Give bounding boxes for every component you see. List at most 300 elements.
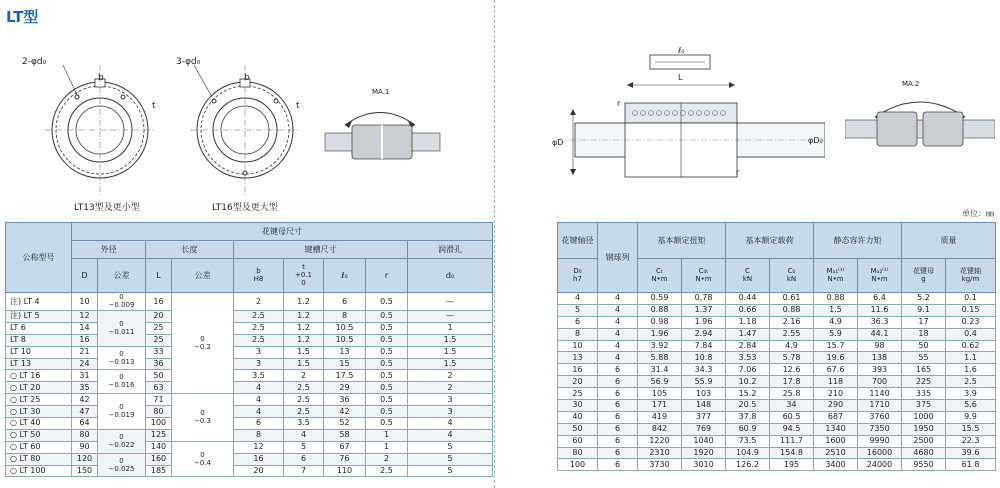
- table-cell: 24000: [858, 459, 902, 471]
- model-cell: ○ LT 50: [6, 429, 72, 441]
- table-cell: 154.8: [770, 447, 814, 459]
- model-cell: 注) LT 5: [6, 311, 72, 323]
- col-keyway: 键槽尺寸: [234, 241, 408, 259]
- table-cell: 6: [598, 388, 638, 400]
- table-cell: 5.6: [946, 400, 996, 412]
- table-cell: 1.6: [946, 364, 996, 376]
- table-cell: 5.78: [770, 352, 814, 364]
- tol-bot: −0.011: [108, 327, 135, 336]
- table-cell: 19.6: [814, 352, 858, 364]
- table-cell: 63: [146, 382, 172, 394]
- table-cell: 4: [598, 340, 638, 352]
- table-cell: 1140: [858, 388, 902, 400]
- tol-bot: −0.009: [108, 301, 135, 309]
- col-shaft-mass: [946, 259, 996, 293]
- col-MA2: [858, 259, 902, 293]
- table-cell: 3010: [682, 459, 726, 471]
- tol-bot: −0.022: [108, 440, 135, 449]
- table-cell: 1.2: [284, 322, 324, 334]
- table-cell: 842: [638, 423, 682, 435]
- table-cell: 1.96: [682, 316, 726, 328]
- col-l0: ℓ₀: [324, 259, 366, 293]
- table-cell: 2.5: [366, 465, 408, 477]
- table-cell: 56.9: [638, 376, 682, 388]
- table-cell: 29: [324, 382, 366, 394]
- table-cell: 2.55: [770, 328, 814, 340]
- table-cell: 2.5: [284, 406, 324, 418]
- table-cell: 4: [598, 352, 638, 364]
- table-cell: 2: [284, 370, 324, 382]
- col-D: D: [72, 259, 98, 293]
- table-cell: 4.9: [770, 340, 814, 352]
- col-shaft-dia: 花键轴径: [558, 223, 598, 259]
- table-cell: 769: [682, 423, 726, 435]
- table-cell: 3: [234, 358, 284, 370]
- col-b-label: b: [256, 267, 261, 275]
- table-cell: 0.59: [638, 293, 682, 305]
- table-cell: 185: [146, 465, 172, 477]
- table-cell: 1040: [682, 435, 726, 447]
- table-cell: 10.5: [324, 334, 366, 346]
- table-cell: 110: [324, 465, 366, 477]
- keyway-t-label-small: t: [152, 101, 156, 111]
- table-cell: 37.8: [726, 411, 770, 423]
- tolerance-cell: [98, 346, 146, 370]
- table-row: [558, 447, 996, 459]
- table-cell: 5: [408, 465, 493, 477]
- table-cell: 25.8: [770, 388, 814, 400]
- col-spline-nut-dims: 花键母尺寸: [72, 223, 493, 241]
- table-cell: 2.5: [284, 382, 324, 394]
- table-cell: 1.5: [814, 304, 858, 316]
- table-cell: 9990: [858, 435, 902, 447]
- table-cell: 36: [146, 358, 172, 370]
- table-row: [6, 322, 493, 334]
- table-cell: 8: [324, 311, 366, 323]
- table-cell: 17.5: [324, 370, 366, 382]
- table-cell: 105: [638, 388, 682, 400]
- col-shaft-unit: kg/m: [961, 275, 980, 283]
- table-cell: 3760: [858, 411, 902, 423]
- table-cell: 138: [858, 352, 902, 364]
- table-cell: 8: [234, 429, 284, 441]
- table-cell: 12.6: [770, 364, 814, 376]
- model-cell: LT 6: [6, 322, 72, 334]
- col-ball-rows: 钢球列: [598, 223, 638, 293]
- table-row: [558, 411, 996, 423]
- table-cell: 0.5: [366, 358, 408, 370]
- tolerance-cell: [172, 394, 234, 442]
- col-nut-mass: [902, 259, 946, 293]
- table-cell: 0.44: [726, 293, 770, 305]
- table-row: [6, 465, 493, 477]
- table-cell: 7: [284, 465, 324, 477]
- table-cell: 80: [146, 406, 172, 418]
- table-cell: 6: [598, 459, 638, 471]
- table-cell: 687: [814, 411, 858, 423]
- page-divider: [494, 0, 495, 488]
- col-static-moment: 静态容许力矩: [814, 223, 902, 259]
- table-cell: 0.23: [946, 316, 996, 328]
- model-cell: ○ LT 25: [6, 394, 72, 406]
- table-cell: 0.5: [366, 406, 408, 418]
- col-load: 基本额定载荷: [726, 223, 814, 259]
- table-cell: 4: [558, 293, 598, 305]
- model-cell: ○ LT 60: [6, 441, 72, 453]
- table-cell: 2: [366, 453, 408, 465]
- table-cell: 225: [902, 376, 946, 388]
- table-cell: 21: [72, 346, 98, 358]
- table-cell: 9550: [902, 459, 946, 471]
- table-cell: 80: [558, 447, 598, 459]
- col-Dr-label: D₀: [573, 267, 582, 275]
- table-cell: 0.5: [366, 370, 408, 382]
- col-shaft-label: 花键轴: [960, 267, 981, 275]
- col-t: [284, 259, 324, 293]
- table-row: [558, 328, 996, 340]
- tol-top: 0: [119, 319, 124, 328]
- table-cell: 0.5: [366, 311, 408, 323]
- table-cell: 13: [324, 346, 366, 358]
- col-d0: d₀: [408, 259, 493, 293]
- table-cell: 1: [408, 322, 493, 334]
- table-cell: 14: [72, 322, 98, 334]
- table-cell: 104.9: [726, 447, 770, 459]
- col-nut-unit: g: [921, 275, 926, 283]
- table-cell: 0.4: [946, 328, 996, 340]
- table-cell: 20.5: [726, 400, 770, 412]
- table-cell: 165: [902, 364, 946, 376]
- table-cell: 4680: [902, 447, 946, 459]
- model-cell: ○ LT 100: [6, 465, 72, 477]
- table-cell: 42: [324, 406, 366, 418]
- table-cell: 6.4: [858, 293, 902, 305]
- table-cell: 4: [284, 429, 324, 441]
- table-row: [558, 316, 996, 328]
- table-cell: 67.6: [814, 364, 858, 376]
- moment-a2-drawing: [845, 92, 995, 172]
- table-cell: 25: [146, 322, 172, 334]
- col-COT: [682, 259, 726, 293]
- table-cell: 12: [234, 441, 284, 453]
- table-cell: 3.9: [946, 388, 996, 400]
- table-cell: 76: [324, 453, 366, 465]
- table-cell: 2.5: [234, 322, 284, 334]
- model-cell: LT 8: [6, 334, 72, 346]
- left-spec-table: [5, 222, 493, 477]
- unit-label: 单位：㎜: [962, 209, 994, 218]
- table-cell: 700: [858, 376, 902, 388]
- assembly-drawing: [555, 45, 825, 185]
- table-cell: 94.5: [770, 423, 814, 435]
- table-cell: 44.1: [858, 328, 902, 340]
- tol-bot: −0.025: [108, 464, 135, 473]
- col-MA2-label: Mₐ₂⁽¹⁾: [870, 267, 889, 275]
- right-table-body: [558, 293, 996, 471]
- table-cell: 3.53: [726, 352, 770, 364]
- dim-D-label: φD: [552, 138, 564, 147]
- table-cell: 3.5: [234, 370, 284, 382]
- tol-bot: −0.016: [108, 381, 135, 390]
- table-cell: 2.94: [682, 328, 726, 340]
- col-b-sub: H8: [253, 275, 264, 283]
- table-cell: 1.37: [682, 304, 726, 316]
- table-cell: 60.9: [726, 423, 770, 435]
- table-cell: 3: [234, 346, 284, 358]
- col-b: [234, 259, 284, 293]
- table-cell: 0.5: [366, 346, 408, 358]
- table-cell: 0.66: [726, 304, 770, 316]
- table-cell: 10.2: [726, 376, 770, 388]
- table-cell: 2510: [814, 447, 858, 459]
- table-cell: 6: [598, 376, 638, 388]
- tolerance-cell: [98, 429, 146, 453]
- dim-D0-label: φD₀: [808, 136, 823, 145]
- table-cell: 20: [146, 311, 172, 323]
- table-cell: 9.1: [902, 304, 946, 316]
- table-cell: 0.5: [366, 322, 408, 334]
- table-cell: 16: [234, 453, 284, 465]
- table-cell: 50: [558, 423, 598, 435]
- col-mass: 质量: [902, 223, 996, 259]
- table-cell: 0.15: [946, 304, 996, 316]
- table-cell: 0.5: [366, 382, 408, 394]
- table-cell: 1.2: [284, 293, 324, 311]
- table-cell: 120: [72, 453, 98, 465]
- table-cell: 16: [72, 334, 98, 346]
- table-cell: —: [408, 311, 493, 323]
- table-cell: 3.5: [284, 418, 324, 430]
- table-cell: 7350: [858, 423, 902, 435]
- table-cell: 22.3: [946, 435, 996, 447]
- table-cell: 2500: [902, 435, 946, 447]
- table-cell: 195: [770, 459, 814, 471]
- col-COT-unit: N•m: [695, 275, 712, 283]
- table-cell: 1220: [638, 435, 682, 447]
- table-cell: 290: [814, 400, 858, 412]
- col-t-tol-top: +0.1: [295, 271, 312, 279]
- table-cell: 30: [558, 400, 598, 412]
- table-cell: 33: [146, 346, 172, 358]
- col-CT: [638, 259, 682, 293]
- table-cell: 1.96: [638, 328, 682, 340]
- table-cell: 0.88: [814, 293, 858, 305]
- tol-top: 0: [200, 450, 205, 459]
- table-cell: 34.3: [682, 364, 726, 376]
- table-row: [6, 346, 493, 358]
- large-type-caption: LT16型及更大型: [212, 203, 278, 213]
- table-cell: 111.7: [770, 435, 814, 447]
- table-cell: 171: [638, 400, 682, 412]
- table-cell: 60.5: [770, 411, 814, 423]
- table-cell: 8: [558, 328, 598, 340]
- table-cell: 40: [558, 411, 598, 423]
- col-MA1-unit: N•m: [827, 275, 844, 283]
- table-cell: 36: [324, 394, 366, 406]
- table-cell: 4: [598, 304, 638, 316]
- tolerance-cell: [98, 370, 146, 394]
- table-row: [558, 459, 996, 471]
- tolerance-cell: [98, 453, 146, 477]
- table-cell: 0.78: [682, 293, 726, 305]
- table-cell: 10.8: [682, 352, 726, 364]
- tol-bot: −0.013: [108, 357, 135, 366]
- table-cell: 5: [558, 304, 598, 316]
- table-cell: 4: [598, 328, 638, 340]
- table-cell: 3.92: [638, 340, 682, 352]
- table-cell: 0.98: [638, 316, 682, 328]
- table-cell: 5.9: [814, 328, 858, 340]
- col-r: r: [366, 259, 408, 293]
- table-cell: 0.5: [366, 334, 408, 346]
- table-cell: 9.9: [946, 411, 996, 423]
- table-cell: 25: [558, 388, 598, 400]
- small-type-caption: LT13型及更小型: [74, 203, 140, 213]
- table-cell: 16: [146, 293, 172, 311]
- left-table-body: [6, 293, 493, 477]
- table-cell: 17: [902, 316, 946, 328]
- table-row: [6, 418, 493, 430]
- table-cell: 148: [682, 400, 726, 412]
- table-cell: 71: [146, 394, 172, 406]
- table-row: [6, 394, 493, 406]
- table-cell: 10: [72, 293, 98, 311]
- model-cell: ○ LT 30: [6, 406, 72, 418]
- table-cell: 1920: [682, 447, 726, 459]
- col-C0: [770, 259, 814, 293]
- table-cell: 1.2: [284, 311, 324, 323]
- table-row: [558, 435, 996, 447]
- table-cell: 125: [146, 429, 172, 441]
- table-cell: 20: [234, 465, 284, 477]
- table-cell: 0.88: [638, 304, 682, 316]
- table-cell: 16000: [858, 447, 902, 459]
- table-cell: 6: [598, 447, 638, 459]
- tolerance-cell: [172, 293, 234, 394]
- table-cell: 1.18: [726, 316, 770, 328]
- table-cell: 1.1: [946, 352, 996, 364]
- table-cell: 3400: [814, 459, 858, 471]
- model-cell: LT 10: [6, 346, 72, 358]
- col-MA1-label: Mₐ₁⁽¹⁾: [826, 267, 845, 275]
- holes-large-label: 3-φd₀: [176, 57, 201, 67]
- table-cell: 100: [146, 418, 172, 430]
- table-cell: 2.5: [234, 334, 284, 346]
- table-cell: 6: [324, 293, 366, 311]
- table-cell: 1.47: [726, 328, 770, 340]
- table-cell: 3: [408, 406, 493, 418]
- table-cell: 2.5: [284, 394, 324, 406]
- tolerance-cell: [98, 394, 146, 430]
- table-cell: 1.5: [408, 346, 493, 358]
- table-cell: 17.8: [770, 376, 814, 388]
- table-cell: 5.88: [638, 352, 682, 364]
- table-cell: 1.2: [284, 334, 324, 346]
- dim-l0-label: ℓ₀: [678, 46, 685, 55]
- table-cell: 50: [902, 340, 946, 352]
- table-row: [6, 441, 493, 453]
- model-cell: ○ LT 40: [6, 418, 72, 430]
- table-cell: 7.06: [726, 364, 770, 376]
- table-cell: 6: [558, 316, 598, 328]
- table-cell: 4: [598, 316, 638, 328]
- table-cell: 0.5: [366, 418, 408, 430]
- table-cell: 58: [324, 429, 366, 441]
- table-row: [6, 382, 493, 394]
- tolerance-cell: [98, 293, 146, 311]
- table-cell: 13: [558, 352, 598, 364]
- table-cell: 2.84: [726, 340, 770, 352]
- model-cell: ○ LT 20: [6, 382, 72, 394]
- keyway-b-label-small: b: [98, 73, 104, 83]
- table-cell: 34: [770, 400, 814, 412]
- table-cell: 140: [146, 441, 172, 453]
- tol-top: 0: [119, 373, 124, 382]
- col-lube-hole: 润滑孔: [408, 241, 493, 259]
- dim-r-label-bottom: r: [736, 168, 740, 177]
- col-model: 公称型号: [6, 223, 72, 293]
- table-cell: 6: [598, 423, 638, 435]
- table-cell: 2.5: [946, 376, 996, 388]
- table-cell: 160: [146, 453, 172, 465]
- table-cell: 6: [598, 400, 638, 412]
- table-cell: 2.16: [770, 316, 814, 328]
- table-cell: 18: [902, 328, 946, 340]
- col-C0-label: C₀: [787, 267, 796, 275]
- table-cell: 210: [814, 388, 858, 400]
- table-cell: 5: [408, 441, 493, 453]
- table-cell: 64: [72, 418, 98, 430]
- table-cell: 4: [234, 382, 284, 394]
- table-cell: 1.5: [284, 358, 324, 370]
- tol-bot: −0.4: [194, 458, 211, 467]
- table-cell: 1950: [902, 423, 946, 435]
- table-cell: 11.6: [858, 304, 902, 316]
- keyway-t-label-large: t: [296, 101, 300, 111]
- table-row: [6, 406, 493, 418]
- col-C-label: C: [745, 267, 750, 275]
- tol-bot: −0.019: [108, 411, 135, 420]
- table-cell: 4: [598, 293, 638, 305]
- table-cell: 4: [234, 394, 284, 406]
- table-cell: —: [408, 293, 493, 311]
- tol-top: 0: [119, 293, 124, 301]
- table-row: [6, 293, 493, 311]
- col-C: [726, 259, 770, 293]
- col-C-unit: kN: [742, 275, 753, 283]
- col-L: L: [146, 259, 172, 293]
- col-C0-unit: kN: [786, 275, 797, 283]
- moment-a1-drawing: [320, 95, 445, 185]
- col-CT-unit: N•m: [651, 275, 668, 283]
- table-cell: 1.5: [284, 346, 324, 358]
- table-row: [558, 304, 996, 316]
- table-cell: 80: [72, 429, 98, 441]
- table-cell: 1: [366, 429, 408, 441]
- col-L-tol: 公差: [172, 259, 234, 293]
- table-cell: 393: [858, 364, 902, 376]
- model-cell: ○ LT 80: [6, 453, 72, 465]
- table-cell: 118: [814, 376, 858, 388]
- tolerance-cell: [172, 441, 234, 477]
- tol-bot: −0.2: [194, 342, 211, 351]
- table-cell: 6: [598, 411, 638, 423]
- table-cell: 90: [72, 441, 98, 453]
- dim-r-label-top: r: [617, 99, 621, 108]
- table-cell: 2310: [638, 447, 682, 459]
- model-cell: 注) LT 4: [6, 293, 72, 311]
- tol-bot: −0.3: [194, 417, 211, 426]
